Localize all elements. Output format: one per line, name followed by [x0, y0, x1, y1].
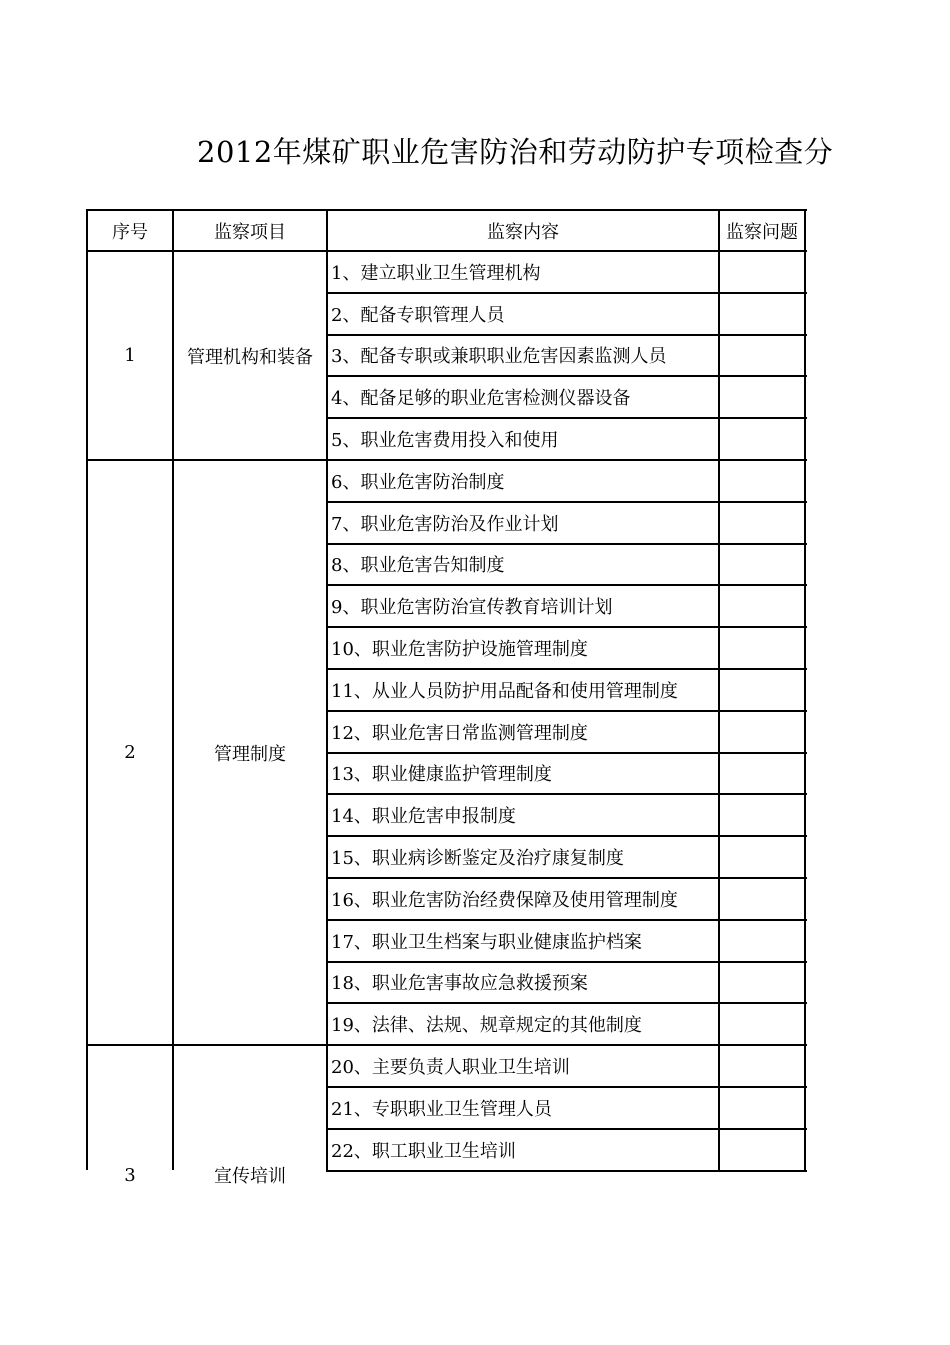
issue-cell — [719, 585, 805, 627]
issue-cell — [719, 753, 805, 795]
grid-line — [326, 1128, 807, 1130]
grid-line — [326, 752, 807, 754]
grid-line — [326, 1170, 807, 1172]
issue-cell — [719, 544, 805, 586]
page-title: 2012年煤矿职业危害防治和劳动防护专项检查分 — [197, 135, 834, 169]
grid-line — [326, 375, 807, 377]
grid-line — [326, 543, 807, 545]
issue-cell — [719, 1129, 805, 1171]
grid-line — [326, 835, 807, 837]
issue-cell — [719, 836, 805, 878]
grid-line — [86, 209, 88, 1170]
group-1-no: 1 — [124, 345, 136, 366]
grid-line — [326, 417, 807, 419]
content-cell: 3、配备专职或兼职职业危害因素监测人员 — [331, 346, 667, 368]
grid-line — [326, 877, 807, 879]
issue-cell — [719, 878, 805, 920]
content-cell: 4、配备足够的职业危害检测仪器设备 — [331, 388, 631, 410]
content-cell: 7、职业危害防治及作业计划 — [331, 513, 559, 535]
grid-line — [86, 1044, 807, 1046]
grid-line — [86, 250, 807, 252]
content-cell: 5、职业危害费用投入和使用 — [331, 430, 559, 452]
content-cell: 11、从业人员防护用品配备和使用管理制度 — [331, 680, 678, 702]
content-cell: 21、专职职业卫生管理人员 — [331, 1098, 552, 1120]
issue-cell — [719, 794, 805, 836]
content-cell: 1、建立职业卫生管理机构 — [331, 262, 541, 284]
issue-cell — [719, 335, 805, 377]
grid-line — [326, 919, 807, 921]
issue-cell — [719, 293, 805, 335]
content-cell: 20、主要负责人职业卫生培训 — [331, 1057, 570, 1079]
issue-cell — [719, 251, 805, 293]
content-cell: 14、职业危害申报制度 — [331, 806, 516, 828]
grid-line — [326, 961, 807, 963]
grid-line — [326, 209, 328, 1170]
grid-line — [86, 459, 807, 461]
grid-line — [326, 584, 807, 586]
grid-line — [326, 1086, 807, 1088]
group-2-item: 管理制度 — [214, 743, 286, 765]
group-1-item: 管理机构和装备 — [187, 346, 313, 368]
issue-cell — [719, 1087, 805, 1129]
content-cell: 8、职业危害告知制度 — [331, 555, 505, 577]
grid-line — [172, 209, 174, 1170]
content-cell: 15、职业病诊断鉴定及治疗康复制度 — [331, 848, 624, 870]
content-cell: 10、职业危害防护设施管理制度 — [331, 639, 588, 661]
grid-line — [326, 334, 807, 336]
group-3-item: 宣传培训 — [214, 1166, 286, 1187]
issue-cell — [719, 669, 805, 711]
content-cell: 18、职业危害事故应急救援预案 — [331, 973, 588, 995]
grid-line — [804, 209, 806, 1170]
content-cell: 13、职业健康监护管理制度 — [331, 764, 552, 786]
issue-cell — [719, 711, 805, 753]
grid-line — [86, 209, 807, 211]
issue-cell — [719, 460, 805, 502]
header-no: 序号 — [112, 221, 148, 243]
content-cell: 9、职业危害防治宣传教育培训计划 — [331, 597, 613, 619]
issue-cell — [719, 502, 805, 544]
grid-line — [326, 292, 807, 294]
content-cell: 16、职业危害防治经费保障及使用管理制度 — [331, 889, 678, 911]
issue-cell — [719, 962, 805, 1004]
header-item: 监察项目 — [214, 221, 286, 243]
content-cell: 19、法律、法规、规章规定的其他制度 — [331, 1015, 642, 1037]
content-cell: 6、职业危害防治制度 — [331, 471, 505, 493]
issue-cell — [719, 376, 805, 418]
grid-line — [326, 1002, 807, 1004]
grid-line — [326, 668, 807, 670]
issue-cell — [719, 1003, 805, 1045]
grid-line — [326, 626, 807, 628]
grid-line — [326, 501, 807, 503]
group-3-no: 3 — [124, 1164, 136, 1186]
content-cell: 22、职工职业卫生培训 — [331, 1140, 516, 1162]
issue-cell — [719, 920, 805, 962]
content-cell: 2、配备专职管理人员 — [331, 304, 505, 326]
group-2-no: 2 — [124, 742, 136, 763]
grid-line — [718, 209, 720, 1170]
issue-cell — [719, 418, 805, 460]
header-issue: 监察问题 — [726, 221, 798, 243]
issue-cell — [719, 1045, 805, 1087]
content-cell: 12、职业危害日常监测管理制度 — [331, 722, 588, 744]
header-content: 监察内容 — [487, 221, 559, 243]
content-cell: 17、职业卫生档案与职业健康监护档案 — [331, 931, 642, 953]
grid-line — [326, 710, 807, 712]
issue-cell — [719, 627, 805, 669]
grid-line — [326, 793, 807, 795]
